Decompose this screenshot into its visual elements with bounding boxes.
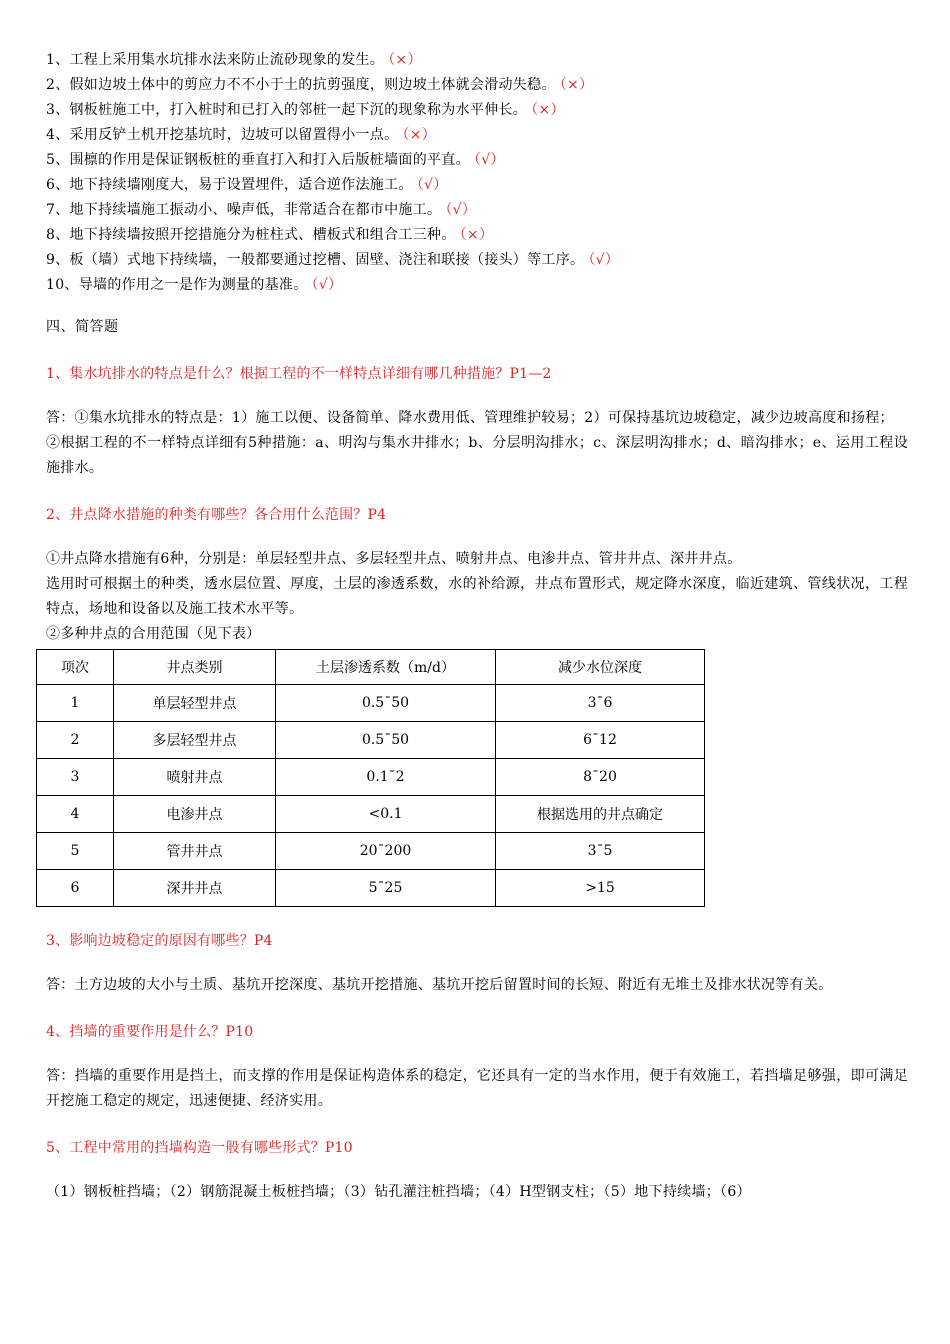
question-3: 3、影响边坡稳定的原因有哪些？P4 [46, 933, 273, 949]
item-text: 7、地下持续墙施工振动小、噪声低，非常适合在都市中施工。 [46, 202, 442, 218]
column-header: 减少水位深度 [496, 650, 705, 685]
table-cell: 6 [37, 870, 114, 907]
table-cell: 深井井点 [114, 870, 276, 907]
table-cell: 单层轻型井点 [114, 685, 276, 722]
item-text: 8、地下持续墙按照开挖措施分为桩柱式、槽板式和组合工三种。 [46, 227, 456, 243]
true-false-list [46, 48, 908, 298]
answer-mark: （×） [388, 52, 422, 68]
item-text: 5、围檩的作用是保证钢板桩的垂直打入和打入后版桩墙面的平直。 [46, 152, 470, 168]
table-header-row [37, 650, 705, 685]
answer-mark: （×） [459, 227, 494, 243]
document-page [46, 48, 908, 1205]
list-item [46, 148, 908, 173]
table-cell: 5¯25 [276, 870, 496, 907]
answer-mark: （×） [559, 77, 594, 93]
item-text: 1、工程上采用集水坑排水法来防止流砂现象的发生。 [46, 52, 385, 68]
answer-paragraph: ②多种井点的合用范围（见下表） [46, 626, 261, 642]
question-2: 2、井点降水措施的种类有哪些？各合用什么范围？P4 [46, 507, 387, 523]
table-cell: 3 [37, 759, 114, 796]
list-item [46, 173, 908, 198]
table-cell: 根据选用的井点确定 [496, 796, 705, 833]
table-cell: 0.5¯50 [276, 685, 496, 722]
column-header: 井点类别 [114, 650, 276, 685]
table-row [37, 796, 705, 833]
answer-2 [46, 547, 908, 647]
list-item [46, 248, 908, 273]
answer-paragraph: ②根据工程的不一样特点详细有5种措施：a、明沟与集水井排水；b、分层明沟排水；c、深层明沟排水；d、暗沟排水；e、运用工程设施排水。 [46, 435, 908, 476]
table-cell: 2 [37, 722, 114, 759]
question-4: 4、挡墙的重要作用是什么？P10 [46, 1024, 254, 1040]
answer-4: 答：挡墙的重要作用是挡土，而支撑的作用是保证构造体系的稳定，它还具有一定的当水作用，便于有效施工，若挡墙足够强，即可满足开挖施工稳定的规定，迅速便捷、经济实用。 [46, 1068, 908, 1109]
item-text: 3、钢板桩施工中，打入桩时和已打入的邻桩一起下沉的现象称为水平伸长。 [46, 102, 528, 118]
answer-mark: （√） [473, 152, 505, 168]
table-cell: 1 [37, 685, 114, 722]
table-cell: 3¯6 [496, 685, 705, 722]
table-cell: 6¯12 [496, 722, 705, 759]
column-header: 土层渗透系数（m/d） [276, 650, 496, 685]
table-cell: 4 [37, 796, 114, 833]
table-cell: >15 [496, 870, 705, 907]
section-title: 四、简答题 [46, 319, 119, 335]
item-text: 6、地下持续墙刚度大，易于设置埋件，适合逆作法施工。 [46, 177, 413, 193]
column-header: 项次 [37, 650, 114, 685]
question-5: 5、工程中常用的挡墙构造一般有哪些形式？P10 [46, 1140, 353, 1156]
answer-mark: （√） [588, 252, 620, 268]
table-cell: 3¯5 [496, 833, 705, 870]
table-cell: 电渗井点 [114, 796, 276, 833]
table-cell: 0.5¯50 [276, 722, 496, 759]
answer-5: （1）钢板桩挡墙；（2）钢筋混凝土板桩挡墙；（3）钻孔灌注桩挡墙；（4）H型钢支柱；（5）地下持续墙；（6） [46, 1184, 751, 1200]
answer-mark: （√） [311, 277, 343, 293]
list-item [46, 98, 908, 123]
table-cell: 5 [37, 833, 114, 870]
table-row [37, 722, 705, 759]
table-row [37, 759, 705, 796]
list-item [46, 198, 908, 223]
answer-1 [46, 406, 908, 481]
answer-paragraph: ①井点降水措施有6种，分别是：单层轻型井点、多层轻型井点、喷射井点、电渗井点、管井井点、深井井点。 [46, 551, 742, 567]
table-cell: 管井井点 [114, 833, 276, 870]
list-item [46, 123, 908, 148]
answer-mark: （√） [445, 202, 477, 218]
table-cell: 20¯200 [276, 833, 496, 870]
table-cell: 8¯20 [496, 759, 705, 796]
well-point-table [36, 649, 705, 907]
list-item [46, 273, 908, 298]
question-1: 1、集水坑排水的特点是什么？根据工程的不一样特点详细有哪几种措施？P1—2 [46, 366, 552, 382]
answer-paragraph: 答：①集水坑排水的特点是：1）施工以便、设备简单、降水费用低、管理维护较易；2）可保持基坑边坡稳定，减少边坡高度和扬程； [46, 410, 894, 426]
table-cell: 喷射井点 [114, 759, 276, 796]
item-text: 9、板（墙）式地下持续墙，一般都要通过挖槽、固壁、浇注和联接（接头）等工序。 [46, 252, 585, 268]
table-cell: 多层轻型井点 [114, 722, 276, 759]
table-cell: 0.1¯2 [276, 759, 496, 796]
list-item [46, 73, 908, 98]
table-row [37, 833, 705, 870]
table-row [37, 870, 705, 907]
table-cell: <0.1 [276, 796, 496, 833]
list-item [46, 223, 908, 248]
table-row [37, 685, 705, 722]
answer-paragraph: 选用时可根据土的种类，透水层位置、厚度，土层的渗透系数，水的补给源，井点布置形式，规定降水深度，临近建筑、管线状况，工程特点，场地和设备以及施工技术水平等。 [46, 576, 908, 617]
item-text: 4、采用反铲土机开挖基坑时，边坡可以留置得小一点。 [46, 127, 399, 143]
list-item [46, 48, 908, 73]
answer-3: 答：土方边坡的大小与土质、基坑开挖深度、基坑开挖措施、基坑开挖后留置时间的长短、附近有无堆土及排水状况等有关。 [46, 977, 833, 993]
answer-mark: （×） [531, 102, 565, 118]
item-text: 2、假如边坡土体中的剪应力不不小于土的抗剪强度，则边坡土体就会滑动失稳。 [46, 77, 556, 93]
answer-mark: （×） [402, 127, 437, 143]
item-text: 10、导墙的作用之一是作为测量的基准。 [46, 277, 308, 293]
answer-mark: （√） [416, 177, 448, 193]
